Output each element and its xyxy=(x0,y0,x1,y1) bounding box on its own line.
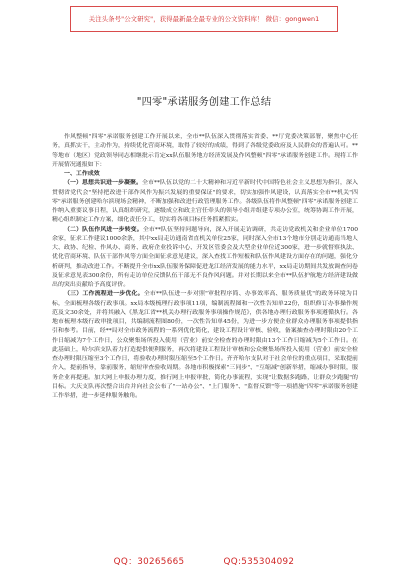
footer-contact-1: QQ：30265665 xyxy=(113,557,185,567)
subheading-1: （一）思想共识进一步凝聚。 xyxy=(64,179,143,187)
paragraph-3-text: 全市**队伍进一步对照"审批程序简、办事效率高、服务质量优"的政务环境为目标，全面梳理各级行政事项。xx局本级梳理行政事项11项，编制流程图和一次性告知单22份，组织修订办事操作规范及文30余处，并将其融入《黑龙江省**机关办理行政服务事项操作规范》，供各地办理行政服务事项遵循执行。各地市梳理本级行政审批项目，共编制流程图80份，一次性告知单45份，为进一步方便企业群众办理服务事项提供指引和参考。目前，经**局对全市政务流程的一系列优化简化，建设工程设计审核、验收，备案抽查办理时限由20个工作日缩减为7个工作日，公众聚集场所投入使用（营业）前安全检查的办理时限由13个工作日缩减为5个工作日。在此基础上，哈尔滨支队着力打造提供便利服务，再次将建设工程设计审核和公众聚集场所投入使用（营业）前安全检查办理时限压缩至3个工作日，将验收办理时限压缩至5个工作日。齐齐哈尔支队对于社会单位的重点项目，采取提前介入，提前指导，靠前服务，缩短审查验收周期。各地市积极探索"三同步"、"互缩减"创新举措，缩减办事时限，服务企业再提速。加大网上申报办理力度，推行网上申报审批，简化办事流程，实现"让数据多跑路，让群众少跑腿"的目标。大庆支队再次整合出台并向社会公布了"一站办公"、"上门服务"、"监督反馈"等一项措施"四零"承诺服务创建工作举措，进一步延伸服务触角。 xyxy=(52,290,358,399)
intro-paragraph: 作风整顿"四零"承诺服务创建工作开展以来，全市**队伍深入贯彻落实省委、**厅党委决策部署，聚焦中心任务，真抓实干，主动作为，持续优化营商环境，取得了较好的成绩，得到了各级党委政府及人民群众的普遍认可。**等地市（地区）党政领导同志相继批示肯定xx队伍服务地方经济发展及作风整顿"四零"承诺服务创建工作。现将工作开展情况通报如下： xyxy=(52,133,358,168)
paragraph-2-text: 全市**队伍坚持问题导向，深入开展走访调研，共走访党政机关和企业单位1700余家，征求工作建议1000余条，其中xx局走访通南省直机关单位25家，同时深入全市13个地市分别走访通南当地人大、政协、纪检、作风办、商务、政府企业投诉中心、开发区管委会及大型企业单位近300家，进一步就督察执法、优化营商环境、队伍干部作风等方面全面征求意见建议，深入查找工作短板和队伍作风建设方面存在的问题，强化分析研判，推动改进工作。不断提升全市xx队伍服务保障促进龙江经济发展的能力水平，xx局走访期间共发放调查问卷及征求意见表300余份，所有走访单位反馈队伍干部无不良作风问题。并对长期以来全市**队伍护航地方经济建设做出的突出贡献给予高度评价。 xyxy=(52,225,358,288)
section-heading: 一、工作成效 xyxy=(64,170,100,177)
paragraph-1 xyxy=(52,178,358,224)
footer-contact-2: QQ:535304092 xyxy=(223,557,295,567)
contact-footer xyxy=(0,554,408,567)
document-title: "四零"承诺服务创建工作总结 xyxy=(136,97,272,108)
paragraph-1-text: 全市**队伍以党的二十大精神和习近平新时代中国特色社会主义思想为指引，深入贯彻省党代会"坚持把改进干部作风作为振兴发展的重要保证"的要求，切实加强作风建设，认真落实全市**机关"四零"承诺服务创建哈尔滨现场会精神，不断加强和改进行政管理服务工作。各级队伍将作风整顿"四零"承诺服务创建工作纳入重要议事日程，认真组织研究，逐级成立和政主官任牵头的领导小组并组建专项办公室，统筹协调工作开展，精心组织制定工作方案，细化责任分工，切实将各项目标任务抓紧抓实。 xyxy=(52,179,358,224)
document-body xyxy=(52,132,358,400)
paragraph-3 xyxy=(52,289,358,400)
subheading-2: （二）队伍作风进一步转变。 xyxy=(64,225,143,233)
paragraph-2 xyxy=(52,225,358,290)
promo-banner: 关注头条号"公文研究"，获得最新最全最专业的公文资料库！ 微信：gongwen1 xyxy=(70,6,338,32)
subheading-3: （三）工作流程进一步优化。 xyxy=(64,290,144,298)
